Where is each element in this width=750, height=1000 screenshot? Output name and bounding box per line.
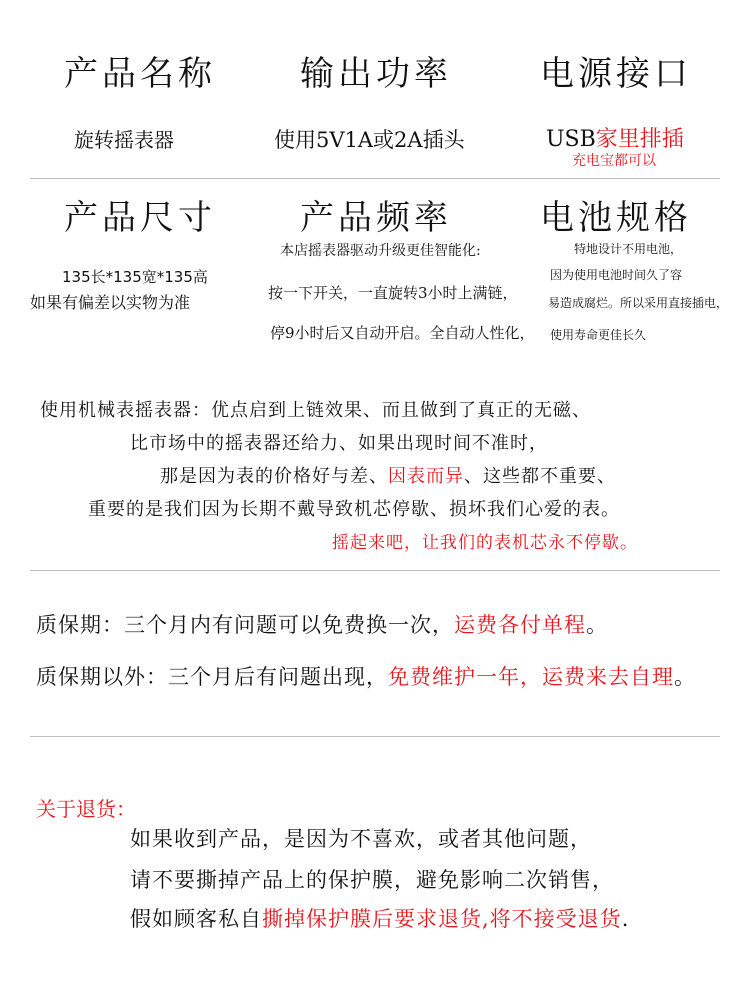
warranty-line-2-text: 质保期以外：三个月后有问题出现，	[36, 665, 388, 689]
size-note: 如果有偏差以实物为准	[30, 293, 191, 312]
battery-line-2: 因为使用电池时间久了容	[550, 268, 683, 282]
divider-2	[30, 570, 720, 571]
warranty-shipping-note: 运费各付单程	[454, 613, 586, 637]
intro-line-3	[160, 462, 616, 488]
returns-title: 关于退货：	[36, 797, 136, 821]
intro-line-4: 重要的是我们因为长期不戴导致机芯停歇、损坏我们心爱的表。	[88, 499, 620, 520]
warranty-line-2	[36, 661, 696, 691]
frequency-line-1: 本店摇表器驱动升级更佳智能化:	[280, 243, 481, 259]
returns-line-3-end: .	[621, 907, 630, 931]
returns-line-3-text: 假如顾客私自	[130, 907, 262, 931]
value-power-port-usb: USB	[546, 127, 596, 152]
intro-slogan: 摇起来吧，让我们的表机芯永不停歇。	[332, 533, 638, 553]
battery-line-4: 使用寿命更佳长久	[550, 328, 647, 342]
heading-power-port: 电源接口	[540, 54, 692, 94]
frequency-line-2: 按一下开关，一直旋转3小时上满链，	[268, 284, 518, 302]
heading-product-size: 产品尺寸	[64, 198, 216, 238]
returns-line-2: 请不要撕掉产品上的保护膜，避免影响二次销售，	[130, 868, 614, 892]
size-dimensions: 135长*135宽*135高	[62, 268, 208, 286]
warranty-line-1-text: 质保期：三个月内有问题可以免费换一次，	[36, 613, 454, 637]
heading-battery-spec: 电池规格	[540, 198, 692, 238]
intro-line-3-highlight: 因表而异	[388, 466, 464, 487]
warranty-line-1	[36, 609, 608, 639]
value-output-power: 使用5V1A或2A插头	[274, 128, 465, 152]
intro-line-3-part-a: 那是因为表的价格好与差、	[160, 466, 388, 487]
returns-policy-note: 撕掉保护膜后要求退货,将不接受退货	[262, 907, 622, 931]
returns-line-1: 如果收到产品，是因为不喜欢，或者其他问题，	[130, 827, 592, 851]
intro-line-3-part-c: 、这些都不重要、	[464, 466, 616, 487]
warranty-maintenance-note: 免费维护一年，运费来去自理	[388, 665, 674, 689]
value-power-port	[546, 122, 684, 153]
value-power-port-socket: 家里排插	[595, 127, 684, 152]
value-power-bank-note: 充电宝都可以	[572, 153, 656, 169]
intro-line-2: 比市场中的摇表器还给力、如果出现时间不准时，	[130, 433, 548, 454]
heading-frequency: 产品频率	[300, 198, 452, 238]
warranty-line-1-end: 。	[586, 613, 608, 637]
returns-line-3	[130, 903, 629, 933]
intro-line-1: 使用机械表摇表器：优点启到上链效果、而且做到了真正的无磁、	[40, 400, 591, 421]
heading-output-power: 输出功率	[300, 54, 452, 94]
heading-product-name: 产品名称	[64, 54, 216, 94]
battery-line-1: 特地设计不用电池，	[574, 242, 683, 256]
divider-1	[30, 178, 720, 179]
frequency-line-3: 停9小时后又自动开启。全自动人性化，	[270, 324, 535, 342]
divider-3	[30, 736, 720, 737]
value-product-name: 旋转摇表器	[74, 128, 174, 152]
battery-line-3: 易造成腐烂。所以采用直接插电，	[548, 296, 729, 310]
warranty-line-2-end: 。	[674, 665, 696, 689]
